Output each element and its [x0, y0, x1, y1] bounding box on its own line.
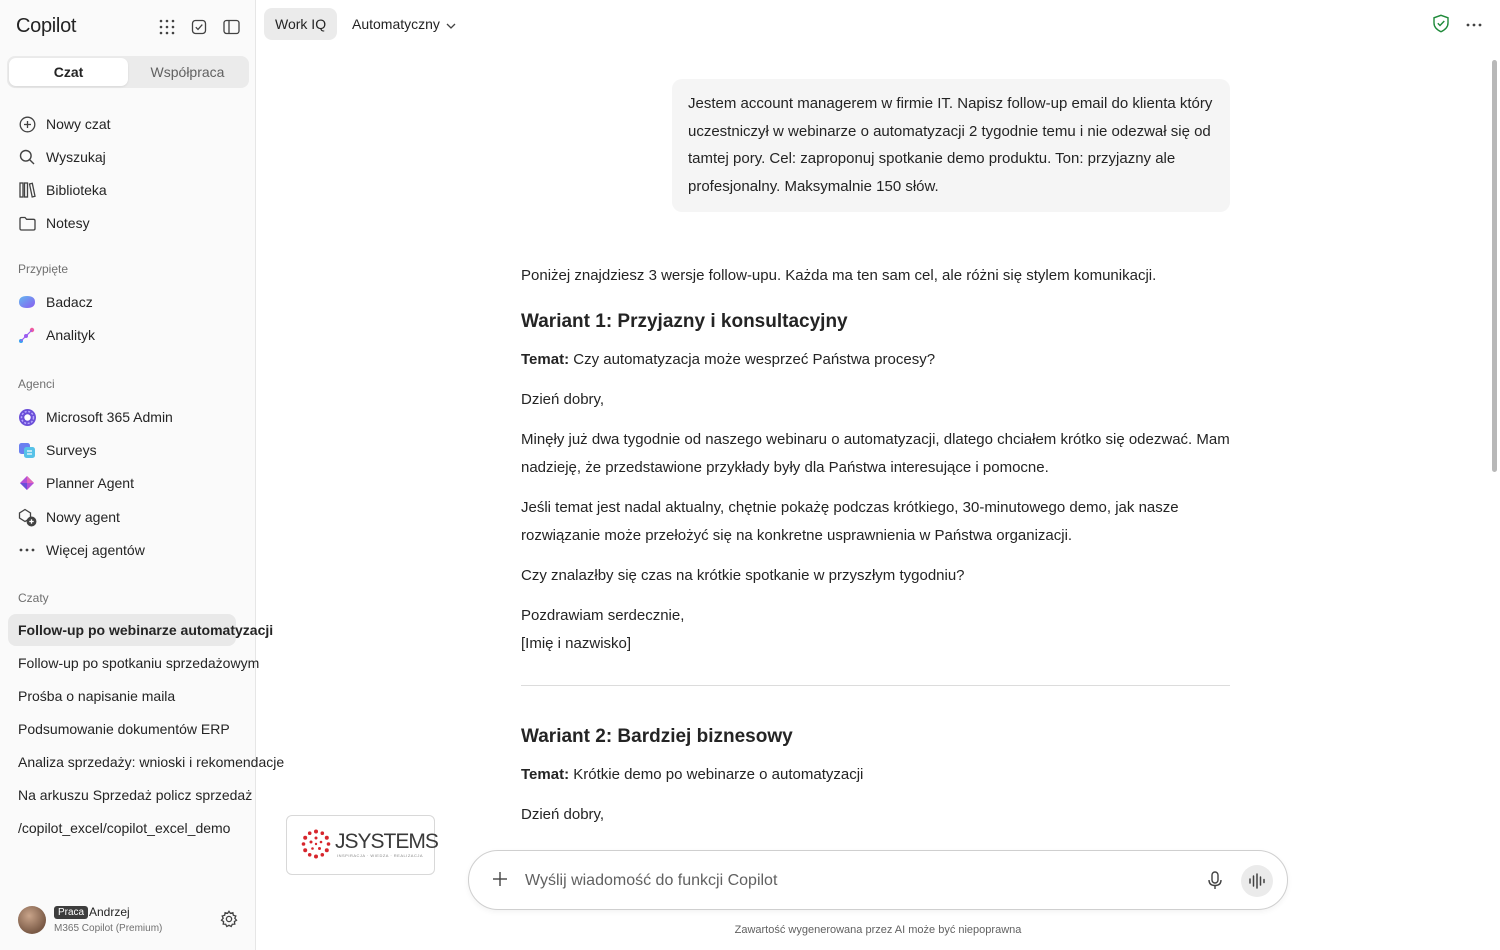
chat-title: Follow-up po spotkaniu sprzedażowym [18, 655, 260, 671]
variant-1-paragraph-1: Minęły już dwa tygodnie od naszego webinaru o automatyzacji, dlatego chciałem krótko się odezwać. Mam nadzieję, że przedstawione przykłady były dla Państwa interesujące i pomocne. [521, 431, 1230, 476]
more-agents-label: Więcej agentów [46, 542, 145, 558]
tab-wspolpraca[interactable]: Współpraca [150, 64, 225, 80]
planner-icon [18, 474, 36, 492]
scrollbar-thumb[interactable] [1492, 60, 1497, 472]
apps-grid-icon[interactable] [156, 16, 178, 38]
pinned-label-badacz: Badacz [46, 294, 93, 310]
chat-title: Prośba o napisanie maila [18, 688, 176, 704]
new-chat-label: Nowy czat [46, 116, 111, 132]
user-name: Andrzej [89, 905, 130, 919]
agents-section-label: Agenci [18, 377, 55, 391]
researcher-agent-icon [18, 293, 36, 311]
user-message: Jestem account managerem w firmie IT. Napisz follow-up email do klienta który uczestniczył w webinarze o automatyzacji 2 tygodnie temu i nie odezwał się od tamtej pory. Cel: zaproponuj spotkanie demo produktu. Ton: przyjazny ale profesjonalny. Maksymalnie 150 słów. [672, 79, 1230, 212]
plus-circle-icon [18, 115, 36, 133]
notebooks-label: Notesy [46, 215, 90, 231]
subject-label: Temat: [521, 351, 570, 368]
chat-item[interactable] [8, 614, 274, 646]
pinned-item-badacz[interactable] [8, 287, 236, 317]
variant-1-greeting: Dzień dobry, [521, 391, 605, 408]
logo-wordmark: JSYSTEMS [335, 830, 438, 853]
chat-title: Follow-up po webinarze automatyzacji [18, 622, 274, 638]
variant-2-heading [521, 723, 1231, 751]
search-button[interactable] [8, 142, 236, 172]
variant-2-subject [521, 761, 1231, 789]
brand-title: Copilot [16, 15, 77, 37]
model-label: Automatyczny [352, 16, 440, 32]
subject-text: Krótkie demo po webinarze o automatyzacji [569, 766, 864, 783]
pinned-section-label: Przypięte [18, 262, 69, 276]
mode-switch [7, 56, 249, 88]
response-intro: Poniżej znajdziesz 3 wersje follow-upu. Każda ma ten sam cel, ale różni się stylem komunikacji. [521, 267, 1157, 284]
tab-czat[interactable]: Czat [9, 58, 128, 86]
chat-title: Podsumowanie dokumentów ERP [18, 721, 230, 737]
variant-1-paragraph-2: Jeśli temat jest nadal aktualny, chętnie pokażę podczas krótkiego, 30-minutowego demo, jak nasze rozwiązanie może przełożyć się na konkretne usprawnienia w Państwa organizacji. [521, 499, 1179, 544]
sidebar [0, 0, 285, 950]
agent-label-m365-admin: Microsoft 365 Admin [46, 409, 173, 425]
chat-item[interactable] [8, 779, 253, 811]
new-agent-label: Nowy agent [46, 509, 120, 525]
jsystems-logo [286, 815, 438, 875]
search-icon [18, 148, 36, 166]
voice-mode-button[interactable] [1241, 865, 1273, 897]
variant-heading: Wariant 1: Przyjazny i konsultacyjny [521, 311, 848, 332]
folder-icon [18, 214, 36, 232]
variant-1-subject [521, 346, 1231, 374]
user-profile[interactable] [18, 906, 248, 938]
search-label: Wyszukaj [46, 149, 106, 165]
more-options-icon[interactable] [1466, 14, 1486, 34]
avatar[interactable] [18, 906, 46, 934]
sidebar-top-icons [156, 16, 242, 38]
audio-wave-icon [1248, 873, 1266, 889]
agent-label-surveys: Surveys [46, 442, 97, 458]
section-divider [521, 685, 1230, 686]
variant-2-greeting: Dzień dobry, [521, 806, 605, 823]
notebooks-button[interactable] [8, 208, 236, 238]
new-agent-button[interactable] [8, 502, 236, 532]
add-attachment-icon[interactable] [491, 870, 511, 890]
library-icon [18, 181, 36, 199]
surveys-icon [18, 441, 36, 459]
tasks-check-icon[interactable] [188, 16, 210, 38]
agent-item-m365-admin[interactable] [8, 402, 236, 432]
variant-heading: Wariant 2: Bardziej biznesowy [521, 726, 793, 747]
ellipsis-icon [18, 541, 36, 559]
new-chat-button[interactable] [8, 109, 236, 139]
subject-text: Czy automatyzacja może wesprzeć Państwa procesy? [569, 351, 936, 368]
signature-line: [Imię i nazwisko] [521, 635, 632, 652]
more-agents-button[interactable] [8, 535, 236, 565]
agent-label-planner: Planner Agent [46, 475, 134, 491]
chevron-down-icon [446, 16, 456, 32]
chat-item[interactable] [8, 647, 260, 679]
analyst-agent-icon [18, 326, 36, 344]
chat-title: Analiza sprzedaży: wnioski i rekomendacje [18, 754, 285, 770]
chat-item[interactable] [8, 812, 236, 844]
pinned-item-analityk[interactable] [8, 320, 236, 350]
library-button[interactable] [8, 175, 236, 205]
admin-gear-icon [18, 408, 36, 426]
message-input[interactable] [525, 868, 1165, 894]
work-iq-tab[interactable]: Work IQ [264, 8, 337, 40]
agent-item-surveys[interactable] [8, 435, 236, 465]
logo-tagline: INSPIRACJA · WIEDZA · REALIZACJA [337, 853, 424, 858]
library-label: Biblioteka [46, 182, 107, 198]
message-composer [468, 850, 1288, 910]
shield-check-icon[interactable] [1432, 14, 1452, 34]
variant-1-closing [521, 602, 1231, 658]
settings-gear-icon[interactable] [220, 910, 240, 930]
chats-section-label: Czaty [18, 591, 49, 605]
agent-item-planner[interactable] [8, 468, 236, 498]
new-agent-icon [18, 508, 36, 526]
jsystems-logo-mark-icon [301, 829, 331, 859]
work-badge: Praca [54, 906, 88, 919]
chat-item[interactable] [8, 713, 236, 745]
model-selector[interactable] [352, 8, 456, 40]
user-plan: M365 Copilot (Premium) [54, 923, 163, 934]
variant-1-heading [521, 308, 1231, 336]
ai-disclaimer: Zawartość wygenerowana przez AI może być niepoprawna [734, 924, 1022, 936]
closing-line: Pozdrawiam serdecznie, [521, 607, 685, 624]
variant-1-paragraph-3: Czy znalazłby się czas na krótkie spotkanie w przyszłym tygodniu? [521, 567, 965, 584]
pinned-label-analityk: Analityk [46, 327, 96, 343]
subject-label: Temat: [521, 766, 570, 783]
chat-item[interactable] [8, 680, 236, 712]
chat-title: /copilot_excel/copilot_excel_demo [18, 820, 231, 836]
chat-title: Na arkuszu Sprzedaż policz sprzedaż [18, 787, 253, 803]
toggle-sidebar-icon[interactable] [220, 16, 242, 38]
microphone-icon[interactable] [1207, 871, 1227, 891]
chat-item[interactable] [8, 746, 285, 778]
